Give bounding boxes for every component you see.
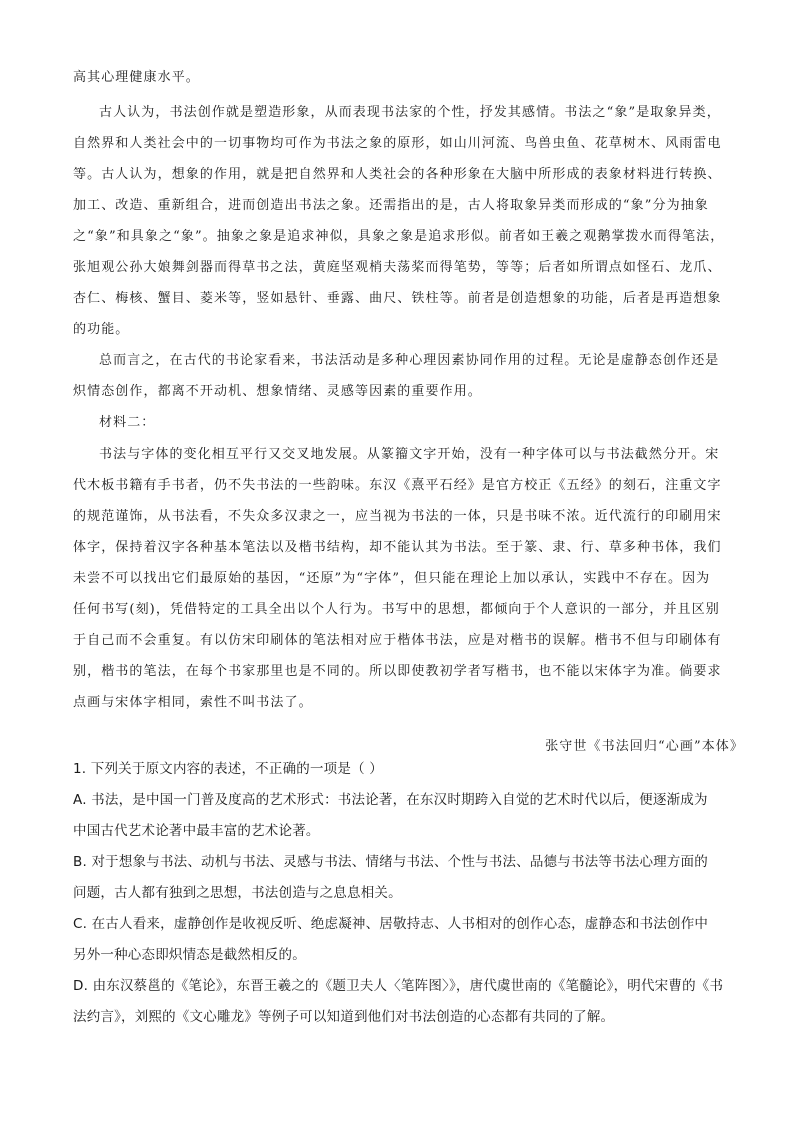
material-label: 材料二： <box>99 415 156 430</box>
paragraph-line: 杏仁、梅核、蟹目、菱米等，竖如悬针、垂露、曲尺、铁柱等。前者是创造想象的功能，后者是再造想象 <box>73 291 722 306</box>
paragraph-line: 未尝不可以找出它们最原始的基因，“还原”为“字体”，但只能在理论上加以承认，实践中不存在。因为 <box>73 571 711 586</box>
paragraph-line: 别，楷书的笔法，在每个书家那里也是不同的。所以即使教初学者写楷书，也不能以宋体字为准。倘要求 <box>73 664 722 679</box>
paragraph-line: 张旭观公孙大娘舞剑器而得草书之法，黄庭坚观梢夫荡桨而得笔势，等等；后者如所谓点如怪石、龙爪、 <box>73 260 722 275</box>
paragraph-line: 等。古人认为，想象的作用，就是把自然界和人类社会的各种形象在大脑中所形成的表象材料进行转换、 <box>73 167 722 182</box>
paragraph-line: 的功能。 <box>73 322 130 337</box>
option-b-continued: 问题，古人都有独到之思想，书法创造与之息息相关。 <box>73 885 402 901</box>
option-b: B. 对于想象与书法、动机与书法、灵感与书法、情绪与书法、个性与书法、品德与书法等书法心理方面的 <box>73 854 708 870</box>
paragraph-line: 总而言之，在古代的书论家看来，书法活动是多种心理因素协同作用的过程。无论是虚静态创作还是 <box>99 353 720 368</box>
question-stem: 1. 下列关于原文内容的表述，不正确的一项是（ ） <box>73 761 383 777</box>
paragraph-line: 代木板书籍有手书者，仍不失书法的一些韵味。东汉《熹平石经》是官方校正《五经》的刻石，注重文字 <box>73 478 722 493</box>
paragraph-line: 于自己而不会重复。有以仿宋印刷体的笔法相对应于楷体书法，应是对楷书的误解。楷书不但与印刷体有 <box>73 633 722 648</box>
option-a-continued: 中国古代艺术论著中最丰富的艺术论著。 <box>73 823 320 839</box>
paragraph-line: 点画与宋体字相同，索性不叫书法了。 <box>73 695 313 710</box>
option-d-continued: 法约言》，刘熙的《文心雕龙》等例子可以知道到他们对书法创造的心态都有共同的了解。 <box>73 1009 615 1025</box>
paragraph-line: 炽情态创作，都离不开动机、想象情绪、灵感等因素的重要作用。 <box>73 384 482 399</box>
source-attribution: 张守世《书法回归“心画”本体》 <box>545 739 744 754</box>
paragraph-line: 古人认为，书法创作就是塑造形象，从而表现书法家的个性，抒发其感情。书法之“象”是取象异类， <box>99 105 721 120</box>
paragraph-line: 自然界和人类社会中的一切事物均可作为书法之象的原形，如山川河流、鸟兽虫鱼、花草树木、风雨雷电 <box>73 136 722 151</box>
paragraph-line: 的规范谨饰，从书法看，不失众多汉隶之一，应当视为书法的一体，只是书味不浓。近代流行的印刷用宋 <box>73 509 722 524</box>
paragraph-line: 加工、改造、重新组合，进而创造出书法之象。还需指出的是，古人将取象异类而形成的“象”分为抽象 <box>73 198 709 213</box>
paragraph-line: 任何书写(刻)，凭借特定的工具全出以个人行为。书写中的思想，都倾向于个人意识的一部分，并且区别 <box>73 602 720 617</box>
paragraph-line: 体字，保持着汉字各种基本笔法以及楷书结构，却不能认其为书法。至于篆、隶、行、草多种书体，我们 <box>73 540 722 555</box>
paragraph-line: 高其心理健康水平。 <box>73 70 200 85</box>
paragraph-line: 之“象”和具象之“象”。抽象之象是追求神似，具象之象是追求形似。前者如王羲之观鹅掌拨水而得笔法， <box>73 229 725 244</box>
option-c-continued: 另外一种心态即炽情态是截然相反的。 <box>73 947 306 963</box>
option-c: C. 在古人看来，虚静创作是收视反听、绝虑凝神、居敬持志、人书相对的创作心态，虚静态和书法创作中 <box>73 916 709 932</box>
option-d: D. 由东汉蔡邕的《笔论》，东晋王羲之的《题卫夫人〈笔阵图〉》，唐代虞世南的《笔髓论》，明代宋曹的《书 <box>73 978 724 994</box>
option-a: A. 书法，是中国一门普及度高的艺术形式：书法论著，在东汉时期跨入自觉的艺术时代以后，便逐渐成为 <box>73 792 708 808</box>
paragraph-line: 书法与字体的变化相互平行又交叉地发展。从篆籀文字开始，没有一种字体可以与书法截然分开。宋 <box>99 447 720 462</box>
